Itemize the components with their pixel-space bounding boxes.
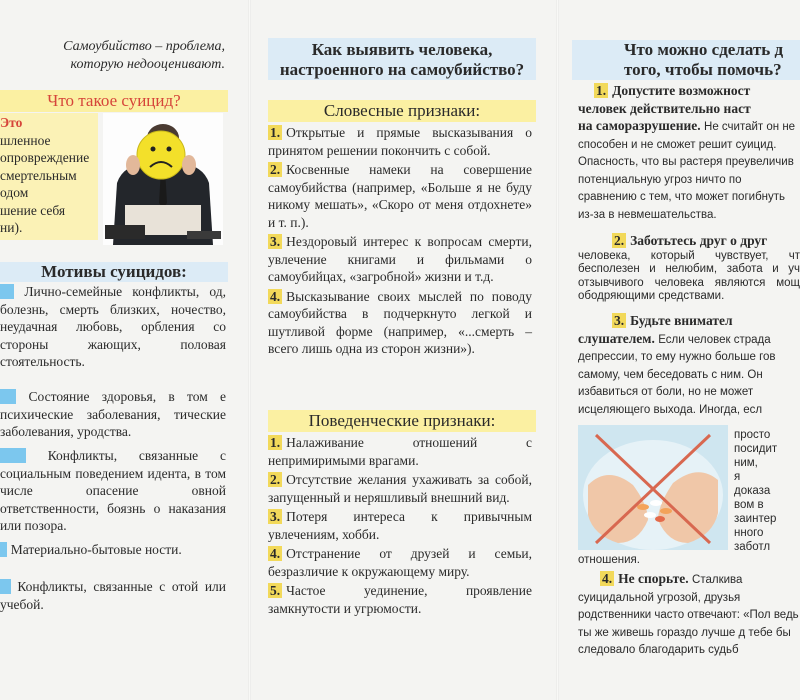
help-text-wrap	[734, 428, 800, 554]
behavioral-sign-number: 5.	[270, 583, 281, 598]
help-number: 1.	[596, 83, 607, 98]
fold-line	[556, 0, 559, 700]
motive-text: Конфликты, связанные с социальным поведением идента, в том числе опасение овной ответственности, боязнь о наказания или позора.	[0, 448, 226, 533]
verbal-sign-text: Открытые и прямые высказывания о принятом решении покончить с собой.	[268, 125, 532, 158]
person-sad-face-image	[103, 113, 223, 245]
verbal-sign-text: Высказывание своих мыслей по поводу самоубийства в подчеркнуто легкой и шутливой форме (например, «...смерть – всего лишь одна из сторон жизни»).	[268, 288, 532, 356]
wrap-word: просто	[734, 429, 771, 441]
section-title-what-is-suicide: Что такое суицид?	[0, 90, 228, 112]
help-item-1	[578, 82, 800, 222]
definition-box	[0, 113, 98, 240]
help-heading: слушателем.	[578, 330, 655, 346]
motive-text: Состояние здоровья, в том е психические заболевания, тические заболевания, уродства.	[0, 389, 226, 439]
help-text: Если человек страда депрессии, то ему нужно больше гов самому, чем беседовать с ним. Он избавиться от боли, но не может исцеляющего выхода. Иногда, есл	[578, 333, 776, 416]
behavioral-sign-text: Отсутствие желания ухаживать за собой, запущенный и неряшливый внешний вид.	[268, 472, 532, 505]
behavioral-sign-item	[268, 545, 532, 580]
help-item-4	[578, 570, 800, 658]
epigraph-line: Самоубийство – проблема,	[63, 39, 225, 54]
behavioral-sign-number: 3.	[270, 509, 281, 524]
wrap-word: ним,	[734, 457, 758, 469]
help-heading: Не спорьте.	[618, 571, 689, 586]
epigraph-line: которую недооценивают.	[70, 56, 225, 72]
wrap-word: заботл	[734, 541, 771, 553]
verbal-sign-item	[268, 233, 532, 286]
left-panel	[0, 0, 238, 700]
help-heading: Заботьтесь друг о друг	[630, 233, 768, 248]
verbal-sign-number: 4.	[270, 288, 281, 304]
title-line: Что можно сделать д	[624, 40, 784, 59]
motive-number-marker	[0, 542, 7, 557]
verbal-sign-text: Косвенные намеки на совершение самоубийства (например, «Больше я не буду никому мешать», «Скоро от меня отдохнете» и т. п.).	[268, 162, 532, 230]
definition-line: Это	[0, 115, 23, 130]
help-heading: человек действительно наст	[578, 100, 751, 116]
verbal-sign-number: 2.	[270, 162, 281, 177]
help-heading: Допустите возможност	[612, 83, 751, 98]
behavioral-signs-list	[268, 434, 532, 619]
verbal-sign-number: 1.	[270, 125, 281, 140]
motive-item	[0, 447, 226, 535]
verbal-sign-item	[268, 161, 532, 231]
help-text: отношения.	[578, 554, 640, 566]
wrap-word: вом в	[734, 499, 764, 511]
verbal-sign-item	[268, 288, 532, 358]
epigraph	[20, 38, 225, 73]
title-line: того, чтобы помочь?	[624, 60, 782, 79]
section-title-motives: Мотивы суицидов:	[0, 262, 228, 282]
help-item-3	[578, 312, 800, 417]
help-number: 4.	[602, 571, 613, 586]
section-title-verbal-signs: Словесные признаки:	[268, 100, 536, 122]
wrap-word: заинтер	[734, 513, 777, 525]
motive-text: Лично-семейные конфликты, од, болезнь, смерть близких, ночество, неудачная любовь, орбления со стороны жающих, половая стоятельность.	[0, 284, 227, 369]
motive-number-marker	[0, 448, 26, 463]
help-heading: Будьте внимател	[630, 313, 733, 328]
definition-text	[0, 114, 96, 237]
motive-text: Материально-бытовые ности.	[10, 542, 182, 557]
wrap-word: посидит	[734, 443, 778, 455]
definition-line: шленное	[0, 132, 51, 148]
behavioral-sign-number: 4.	[270, 546, 281, 561]
motive-item	[0, 388, 226, 441]
definition-line: ни).	[0, 220, 23, 235]
section-title-behavioral-signs: Поведенческие признаки:	[268, 410, 536, 432]
middle-panel	[268, 0, 538, 700]
verbal-sign-text: Нездоровый интерес к вопросам смерти, увлечение книгами и фильмами о самоубийцах, «загробной» жизни и т.д.	[268, 234, 532, 284]
motive-number-marker	[0, 579, 11, 594]
motive-number-marker	[0, 389, 16, 404]
motive-number-marker	[0, 284, 14, 299]
wrap-word: нного	[734, 527, 764, 539]
definition-line: опровреждение	[0, 150, 90, 165]
behavioral-sign-text: Отстранение от друзей и семьи, безразличие к окружающему миру.	[268, 546, 532, 579]
behavioral-sign-number: 2.	[270, 472, 281, 487]
wrap-word: доказа	[734, 485, 771, 497]
behavioral-sign-item	[268, 471, 532, 506]
motive-item	[0, 283, 226, 371]
behavioral-sign-text: Налаживание отношений с непримиримыми врагами.	[268, 435, 532, 468]
help-item-2	[578, 232, 800, 304]
wrap-word: я	[734, 471, 741, 483]
verbal-sign-item	[268, 124, 532, 159]
help-number: 3.	[614, 313, 625, 328]
help-text: человека, который чувствует, чт бесполезен и нелюбим, забота и уч отзывчивого человека являются мощ ободряющими средствами.	[578, 249, 800, 302]
help-text: Не считайт он не способен и не сможет решит суицид. Опасность, что вы растеря преувеличив потенциальную угроз ничто по сравнению с тем, что может погибнуть из-за в невмешательства.	[578, 121, 796, 221]
hands-with-pills-image	[578, 425, 728, 550]
behavioral-sign-text: Частое уединение, проявление замкнутости и угрюмости.	[268, 583, 532, 616]
help-number: 2.	[614, 233, 625, 248]
right-panel	[572, 0, 800, 700]
definition-line: смертельным	[0, 167, 77, 183]
motive-item	[0, 578, 226, 613]
help-text: Сталкива суицидальной угрозой, друзья родственники часто отвечают: «Пол ведь ты же живешь гораздо лучше д тебе бы следовало благодарить судьб	[578, 574, 799, 656]
behavioral-sign-item	[268, 508, 532, 543]
motive-text: Конфликты, связанные с отой или учебой.	[0, 579, 227, 612]
verbal-sign-number: 3.	[270, 234, 281, 249]
behavioral-sign-item	[268, 434, 532, 469]
definition-line: одом	[0, 185, 29, 200]
section-title-how-to-identify: Как выявить человека, настроенного на самоубийство?	[268, 38, 536, 80]
definition-line: шение себя	[0, 202, 66, 218]
section-title-how-to-help	[572, 40, 800, 80]
behavioral-sign-item	[268, 582, 532, 617]
verbal-signs-list	[268, 124, 532, 360]
motive-item	[0, 541, 226, 559]
behavioral-sign-text: Потеря интереса к привычным увлечениям, хобби.	[268, 509, 532, 542]
behavioral-sign-number: 1.	[270, 435, 281, 450]
help-heading: на саморазрушение.	[578, 118, 701, 133]
fold-line	[248, 0, 251, 700]
